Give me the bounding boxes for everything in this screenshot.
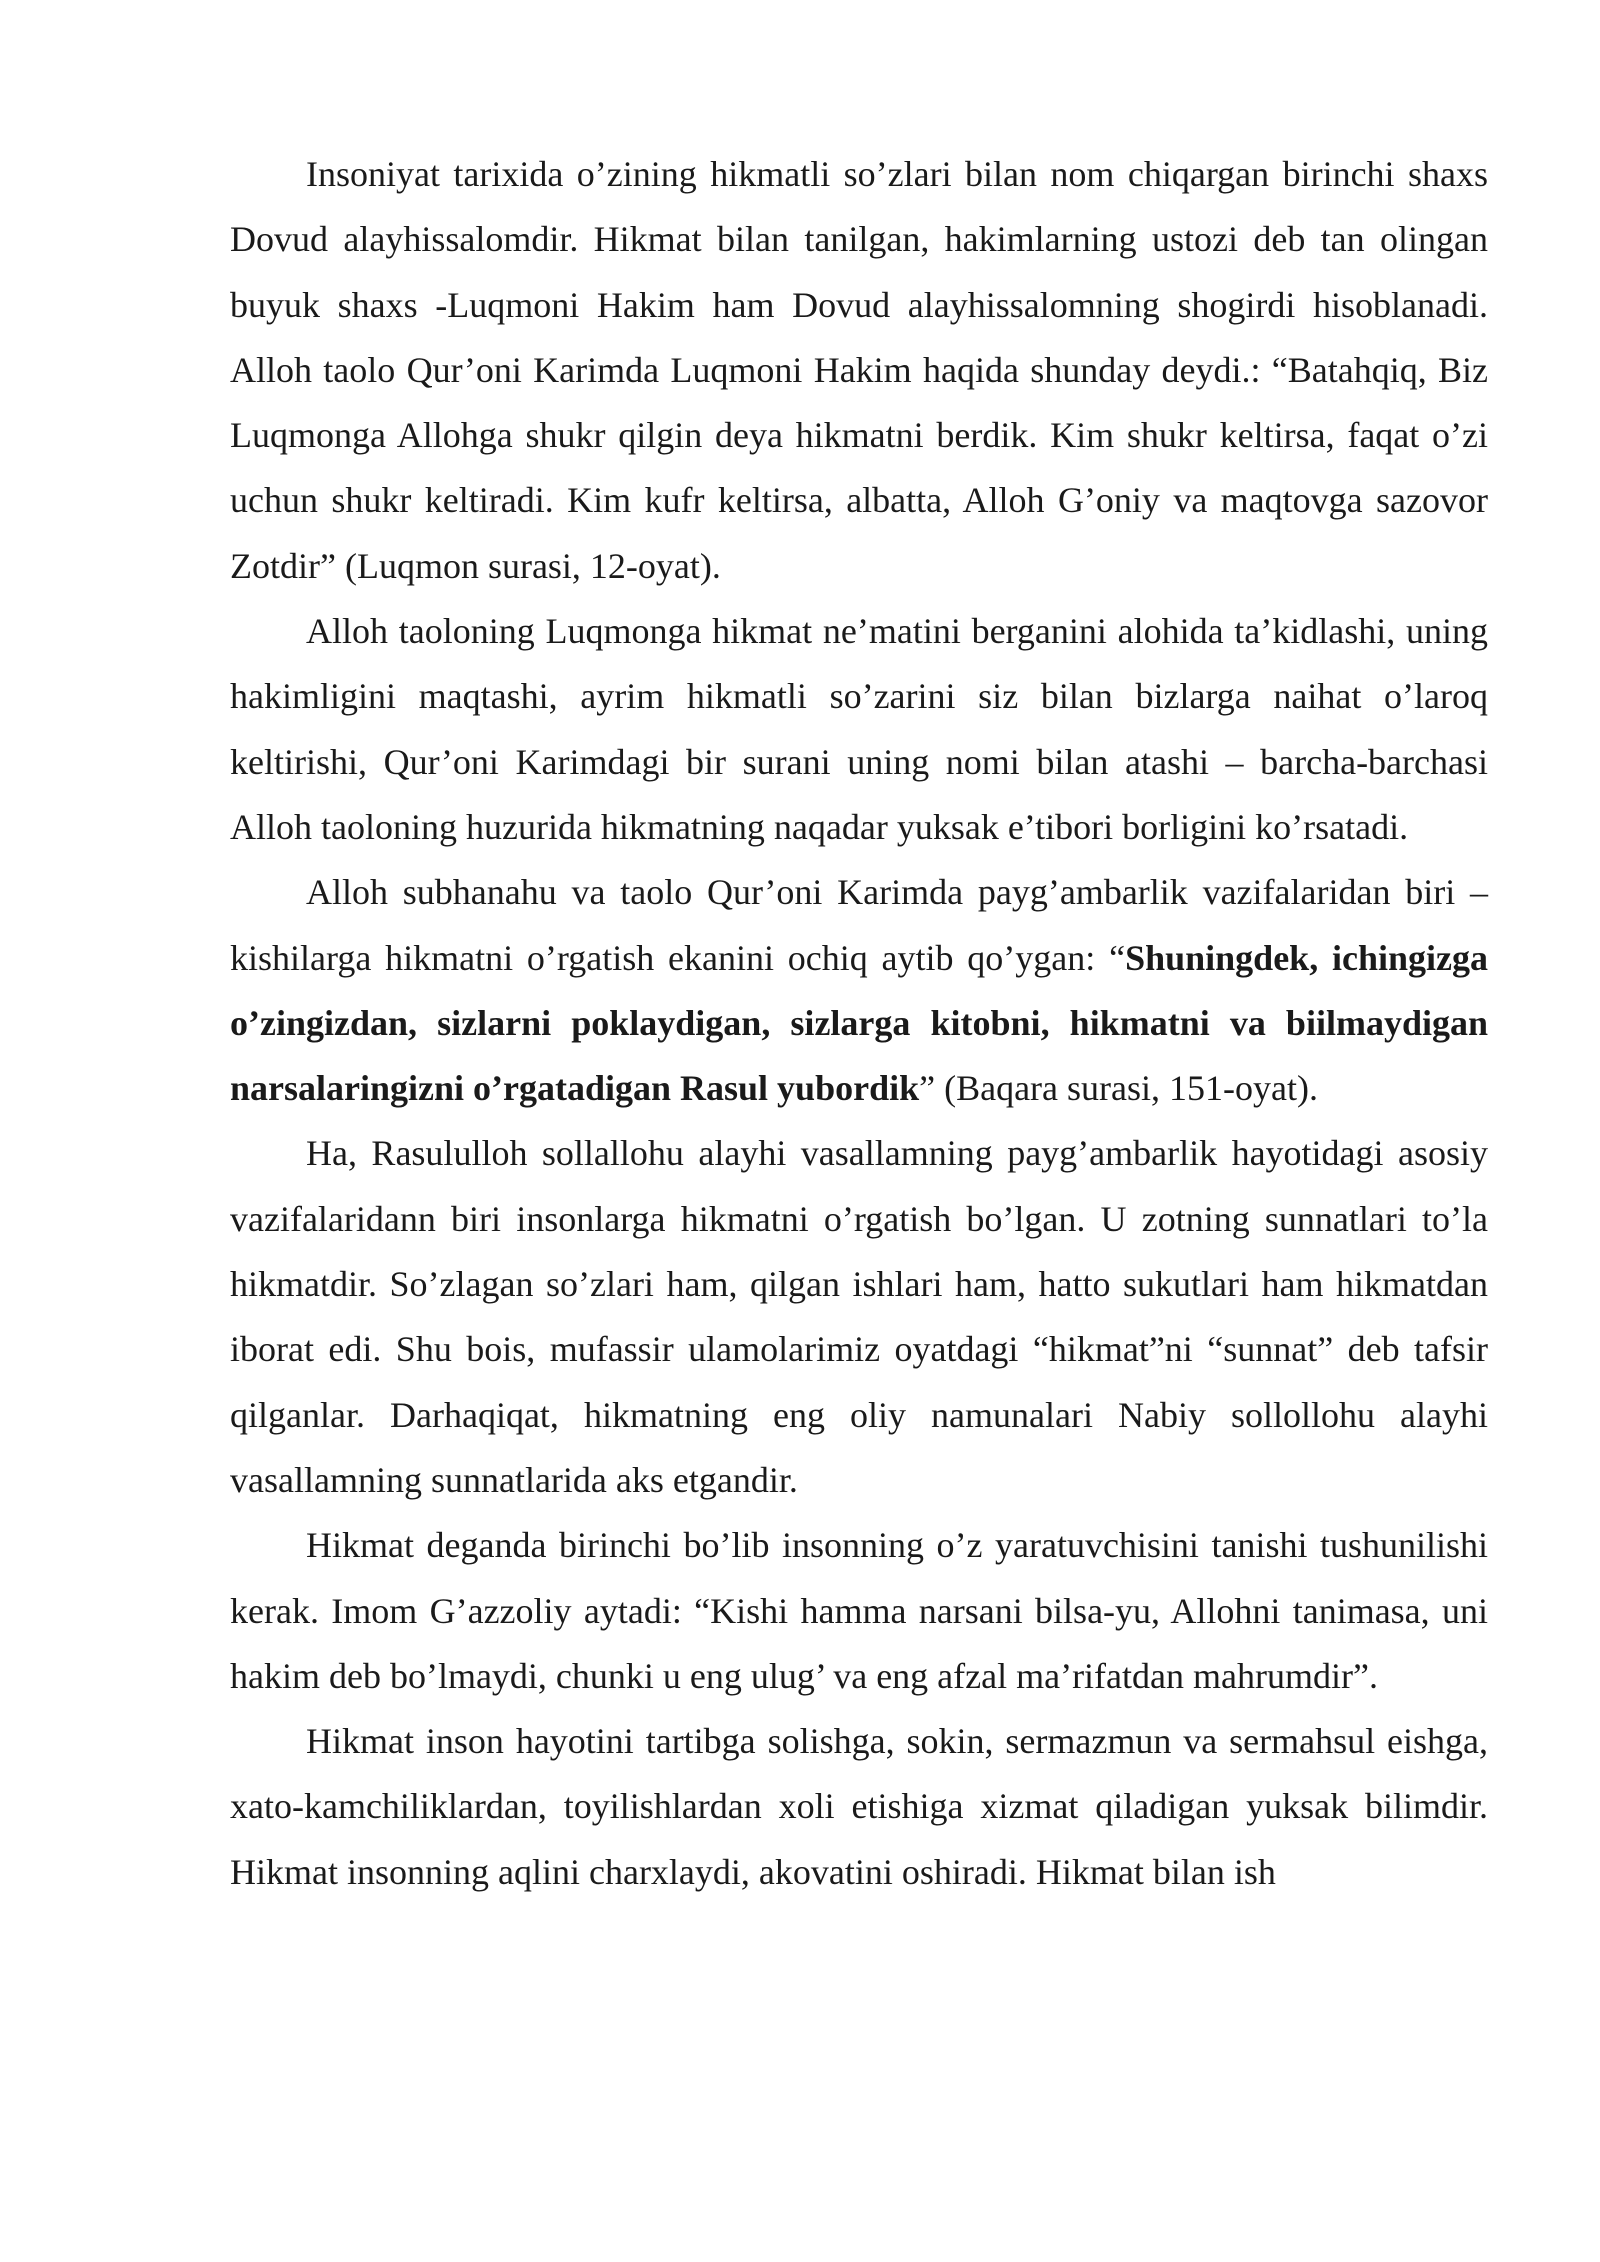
- paragraph-3: [230, 860, 1488, 1121]
- paragraph-6: [230, 1709, 1488, 1905]
- paragraph-text: Insoniyat tarixida o’zining hikmatli so’zlari bilan nom chiqargan birinchi shaxs Dovud alayhissalomdir. Hikmat bilan tanilgan, hakimlarning ustozi deb tan olingan buyuk shaxs -Luqmoni Hakim ham Dovud alayhissalomning shogirdi hisoblanadi. Alloh taolo Qur’oni Karimda Luqmoni Hakim haqida shunday deydi.: “Batahqiq, Biz Luqmonga Allohga shukr qilgin deya hikmatni berdik. Kim shukr keltirsa, faqat o’zi uchun shukr keltiradi. Kim kufr keltirsa, albatta, Alloh G’oniy va maqtovga sazovor Zotdir” (Luqmon surasi, 12-oyat).: [230, 154, 1488, 586]
- document-page: [230, 142, 1488, 1905]
- paragraph-text: Alloh subhanahu va taolo Qur’oni Karimda payg’ambarlik vazifalaridan biri – kishilarga hikmatni o’rgatish ekanini ochiq aytib qo’ygan: “: [230, 872, 1488, 978]
- paragraph-text: Hikmat inson hayotini tartibga solishga, sokin, sermazmun va sermahsul eishga, xato-kamchiliklardan, toyilishlardan xoli etishiga xizmat qiladigan yuksak bilimdir. Hikmat insonning aqlini charxlaydi, akovatini oshiradi. Hikmat bilan ish: [230, 1721, 1488, 1892]
- paragraph-text: Ha, Rasululloh sollallohu alayhi vasallamning payg’ambarlik hayotidagi asosiy vazifalaridann biri insonlarga hikmatni o’rgatish bo’lgan. U zotning sunnatlari to’la hikmatdir. So’zlagan so’zlari ham, qilgan ishlari ham, hatto sukutlari ham hikmatdan iborat edi. Shu bois, mufassir ulamolarimiz oyatdagi “hikmat”ni “sunnat” deb tafsir qilganlar. Darhaqiqat, hikmatning eng oliy namunalari Nabiy sollollohu alayhi vasallamning sunnatlarida aks etgandir.: [230, 1133, 1488, 1500]
- paragraph-text: Hikmat deganda birinchi bo’lib insonning o’z yaratuvchisini tanishi tushunilishi kerak. Imom G’azzoliy aytadi: “Kishi hamma narsani bilsa-yu, Allohni tanimasa, uni hakim deb bo’lmaydi, chunki u eng ulug’ va eng afzal ma’rifatdan mahrumdir”.: [230, 1525, 1488, 1696]
- paragraph-text: ” (Baqara surasi, 151-oyat).: [919, 1068, 1318, 1109]
- paragraph-1: [230, 142, 1488, 599]
- paragraph-2: [230, 599, 1488, 860]
- quoted-verse-bold: Shuningdek, ichingizga o’zingizdan, sizlarni poklaydigan, sizlarga kitobni, hikmatni va biilmaydigan narsalaringizni o’rgatadigan Rasul yubordik: [230, 937, 1488, 1109]
- paragraph-text: Alloh taoloning Luqmonga hikmat ne’matini berganini alohida ta’kidlashi, uning hakimligini maqtashi, ayrim hikmatli so’zarini siz bilan bizlarga naihat o’laroq keltirishi, Qur’oni Karimdagi bir surani uning nomi bilan atashi – barcha-barchasi Alloh taoloning huzurida hikmatning naqadar yuksak e’tibori borligini ko’rsatadi.: [230, 611, 1488, 847]
- paragraph-4: [230, 1121, 1488, 1513]
- paragraph-5: [230, 1513, 1488, 1709]
